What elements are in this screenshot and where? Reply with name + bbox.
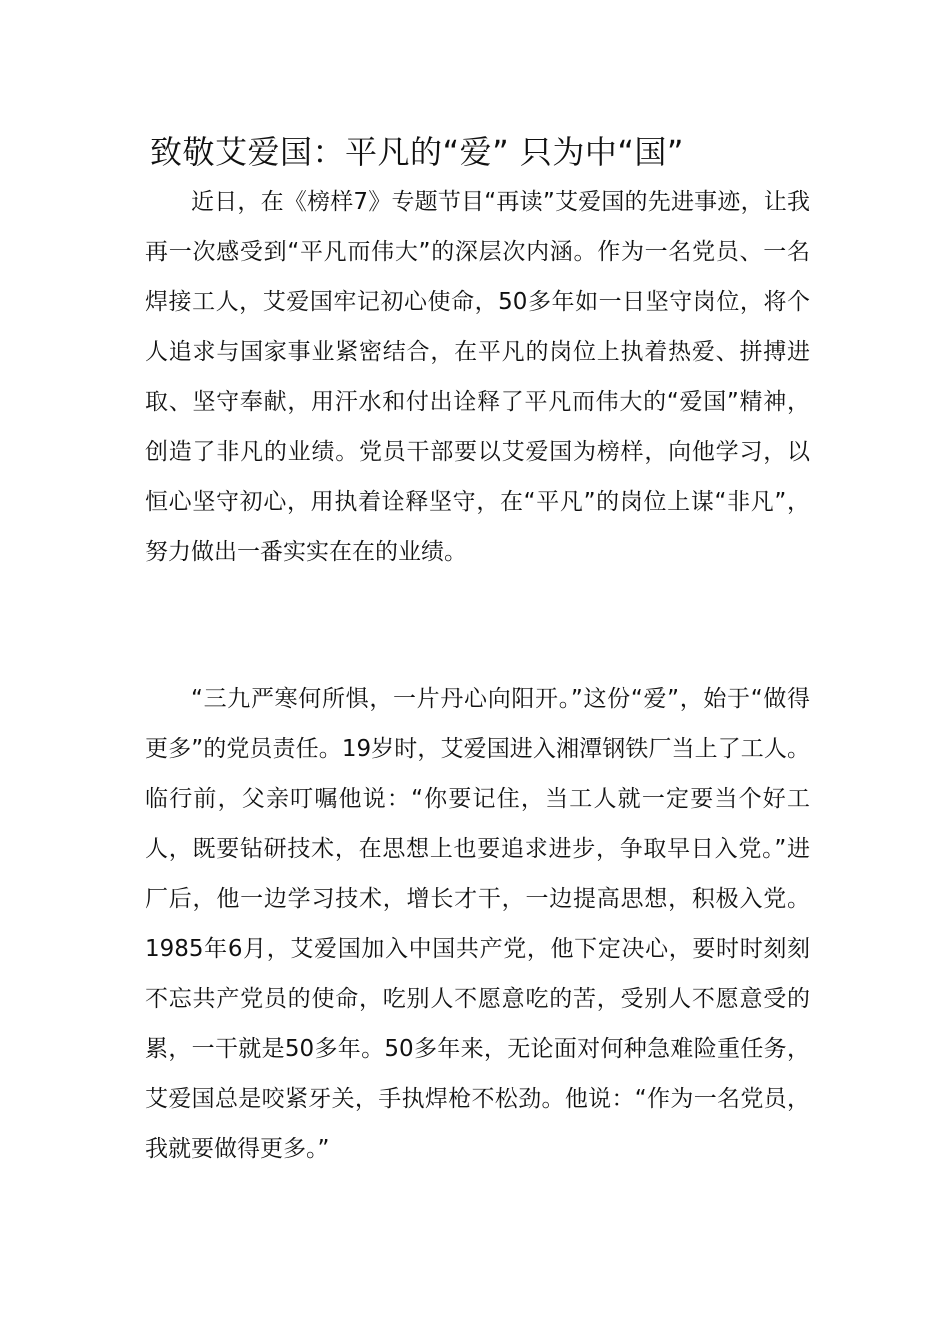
- paragraph-intro: 近日，在《榜样7》专题节目“再读”艾爱国的先进事迹，让我再一次感受到“平凡而伟大”的深层次内涵。作为一名党员、一名焊接工人，艾爱国牢记初心使命，50多年如一日坚守岗位，将个人追求与国家事业紧密结合，在平凡的岗位上执着热爱、拼搏进取、坚守奉献，用汗水和付出诠释了平凡而伟大的“爱国”精神，创造了非凡的业绩。党员干部要以艾爱国为榜样，向他学习，以恒心坚守初心，用执着诠释坚守，在“平凡”的岗位上谋“非凡”，努力做出一番实实在在的业绩。: [145, 189, 810, 565]
- paragraph-second: “三九严寒何所惧，一片丹心向阳开。”这份“爱”，始于“做得更多”的党员责任。19岁时，艾爱国进入湘潭钢铁厂当上了工人。临行前，父亲叮嘱他说：“你要记住，当工人就一定要当个好工人，既要钻研技术，在思想上也要追求进步，争取早日入党。”进厂后，他一边学习技术，增长才干，一边提高思想，积极入党。1985年6月，艾爱国加入中国共产党，他下定决心，要时时刻刻不忘共产党员的使命，吃别人不愿意吃的苦，受别人不愿意受的累，一干就是50多年。50多年来，无论面对何种急难险重任务，艾爱国总是咬紧牙关，手执焊枪不松劲。他说：“作为一名党员，我就要做得更多。”: [145, 686, 810, 1162]
- article-title: 致敬艾爱国：平凡的“爱” 只为中“国”: [150, 133, 684, 171]
